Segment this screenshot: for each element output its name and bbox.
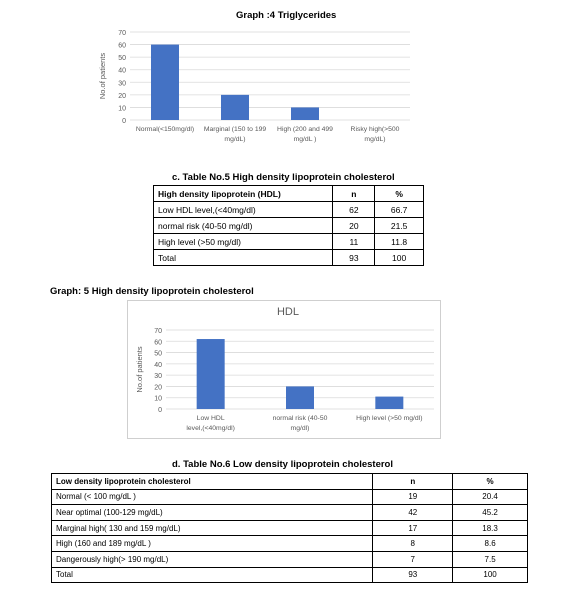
- x-tick-label: mg/dL): [364, 136, 386, 143]
- table-header-row: [52, 474, 528, 490]
- table-cell: High level (>50 mg/dl): [154, 234, 333, 250]
- y-tick-label: 20: [154, 384, 162, 392]
- bar: [197, 339, 225, 409]
- y-tick-label: 60: [154, 339, 162, 347]
- table-header-row: [154, 186, 424, 202]
- y-tick-label: 30: [118, 80, 126, 88]
- graph4-title: Graph :4 Triglycerides: [236, 10, 337, 21]
- ldl-table: [51, 473, 528, 583]
- table-cell: Marginal high( 130 and 159 mg/dL): [52, 520, 373, 536]
- table5-caption: c. Table No.5 High density lipoprotein cholesterol: [172, 172, 395, 183]
- table-row: [52, 505, 528, 521]
- x-tick-label: Risky high(>500: [350, 126, 400, 133]
- y-tick-label: 0: [122, 118, 126, 125]
- x-tick-label: level,(<40mg/dl): [186, 425, 235, 432]
- x-tick-label: Marginal (150 to 199: [203, 126, 267, 133]
- y-tick-label: 10: [154, 395, 162, 403]
- x-tick-label: mg/dl): [290, 425, 310, 432]
- bar: [221, 95, 249, 120]
- table-cell: 100: [453, 567, 528, 583]
- table6-caption: d. Table No.6 Low density lipoprotein cholesterol: [172, 459, 393, 470]
- bar: [151, 45, 179, 120]
- table-cell: normal risk (40-50 mg/dl): [154, 218, 333, 234]
- table-cell: Near optimal (100-129 mg/dL): [52, 505, 373, 521]
- table-row: [52, 520, 528, 536]
- table-cell: Total: [154, 250, 333, 266]
- y-tick-label: 50: [154, 350, 162, 358]
- table-cell: 11: [333, 234, 375, 250]
- table-cell: %: [375, 186, 424, 202]
- table-cell: 19: [373, 489, 453, 505]
- y-tick-label: 0: [158, 407, 162, 414]
- table-cell: %: [453, 474, 528, 490]
- x-tick-label: Normal(<150mg/dl): [135, 126, 195, 133]
- table-cell: 45.2: [453, 505, 528, 521]
- table-row: [52, 567, 528, 583]
- table-row: [52, 536, 528, 552]
- table-cell: High density lipoprotein (HDL): [154, 186, 333, 202]
- bar: [291, 107, 319, 120]
- graph5-heading: Graph: 5 High density lipoprotein cholesterol: [50, 286, 254, 297]
- table-cell: Total: [52, 567, 373, 583]
- table-cell: 42: [373, 505, 453, 521]
- hdl-chart-frame: [127, 300, 441, 439]
- table-cell: Low density lipoprotein cholesterol: [52, 474, 373, 490]
- hdl-table: [153, 185, 424, 266]
- x-tick-label: Low HDL: [196, 415, 225, 422]
- x-tick-label: normal risk (40-50: [272, 415, 328, 422]
- table-cell: Dangerously high(> 190 mg/dL): [52, 551, 373, 567]
- table-cell: Normal (< 100 mg/dL ): [52, 489, 373, 505]
- bar: [286, 386, 314, 409]
- y-tick-label: 40: [118, 67, 126, 75]
- table-cell: 93: [333, 250, 375, 266]
- table-cell: 17: [373, 520, 453, 536]
- table-cell: Low HDL level,(<40mg/dl): [154, 202, 333, 218]
- y-tick-label: 70: [154, 328, 162, 335]
- table-cell: High (160 and 189 mg/dL ): [52, 536, 373, 552]
- table-row: [52, 489, 528, 505]
- bar: [375, 397, 403, 409]
- table-cell: 100: [375, 250, 424, 266]
- x-tick-label: High (200 and 499: [277, 126, 333, 133]
- x-tick-label: mg/dL ): [293, 136, 317, 143]
- chart-title: HDL: [276, 306, 300, 318]
- table-row: [52, 551, 528, 567]
- x-tick-label: High level (>50 mg/dl): [356, 415, 423, 422]
- x-tick-label: mg/dL): [224, 136, 246, 143]
- table-row: [154, 250, 424, 266]
- table-cell: n: [373, 474, 453, 490]
- table-row: [154, 218, 424, 234]
- y-tick-label: 70: [118, 30, 126, 37]
- y-axis-label: No.of patients: [135, 346, 144, 393]
- table-cell: 11.8: [375, 234, 424, 250]
- table-row: [154, 234, 424, 250]
- table-cell: 18.3: [453, 520, 528, 536]
- table-cell: 7: [373, 551, 453, 567]
- table-row: [154, 202, 424, 218]
- table-cell: n: [333, 186, 375, 202]
- hdl-bar-chart: [128, 301, 440, 438]
- table-cell: 20: [333, 218, 375, 234]
- y-tick-label: 40: [154, 361, 162, 369]
- y-tick-label: 60: [118, 42, 126, 50]
- table-cell: 66.7: [375, 202, 424, 218]
- y-axis-label: No.of patients: [98, 52, 107, 100]
- y-tick-label: 50: [118, 55, 126, 63]
- table-cell: 20.4: [453, 489, 528, 505]
- table-cell: 8.6: [453, 536, 528, 552]
- y-tick-label: 30: [154, 373, 162, 381]
- y-tick-label: 10: [118, 105, 126, 113]
- table-cell: 93: [373, 567, 453, 583]
- table-cell: 62: [333, 202, 375, 218]
- table-cell: 8: [373, 536, 453, 552]
- table-cell: 21.5: [375, 218, 424, 234]
- triglycerides-bar-chart: [92, 24, 422, 154]
- y-tick-label: 20: [118, 92, 126, 100]
- table-cell: 7.5: [453, 551, 528, 567]
